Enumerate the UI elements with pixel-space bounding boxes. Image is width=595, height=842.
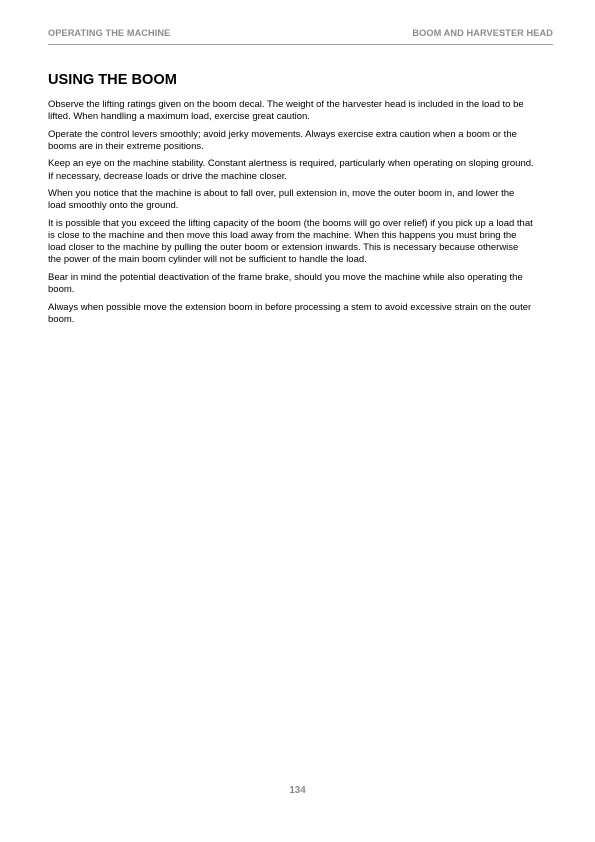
chapter-title: OPERATING THE MACHINE — [48, 28, 171, 38]
running-header — [48, 28, 553, 45]
section-title: USING THE BOOM — [48, 72, 177, 88]
paragraph-extension-boom: Always when possible move the extension boom in before processing a stem to avoid excessive strain on the outer boom. — [48, 301, 532, 325]
main-content — [48, 72, 534, 331]
paragraph-lifting-ratings: Observe the lifting ratings given on the boom decal. The weight of the harvester head is included in the load to be lifted. When handling a maximum load, exercise great caution. — [48, 99, 524, 123]
paragraph-frame-brake: Bear in mind the potential deactivation of the frame brake, should you move the machine while also operating the boom. — [48, 271, 523, 296]
page-number: 134 — [289, 785, 306, 796]
paragraph-falling-over: When you notice that the machine is about to fall over, pull extension in, move the outer boom in, and lower the load smoothly onto the ground. — [48, 188, 515, 212]
paragraph-machine-stability: Keep an eye on the machine stability. Constant alertness is required, particularly when operating on sloping ground. If necessary, decrease loads or drive the machine closer. — [48, 158, 534, 182]
section-header-title: BOOM AND HARVESTER HEAD — [412, 28, 553, 38]
paragraph-lifting-capacity: It is possible that you exceed the lifting capacity of the boom (the booms will go over relief) if you pick up a load that is close to the machine and then move this load away from the machine. When this happens you must bring the load closer to the machine by pulling the outer boom or extension inwards. This is necessary because otherwise the power of the main boom cylinder will not be sufficient to handle the load. — [48, 217, 533, 266]
paragraph-control-levers: Operate the control levers smoothly; avoid jerky movements. Always exercise extra caution when a boom or the booms are in their extreme positions. — [48, 128, 517, 152]
